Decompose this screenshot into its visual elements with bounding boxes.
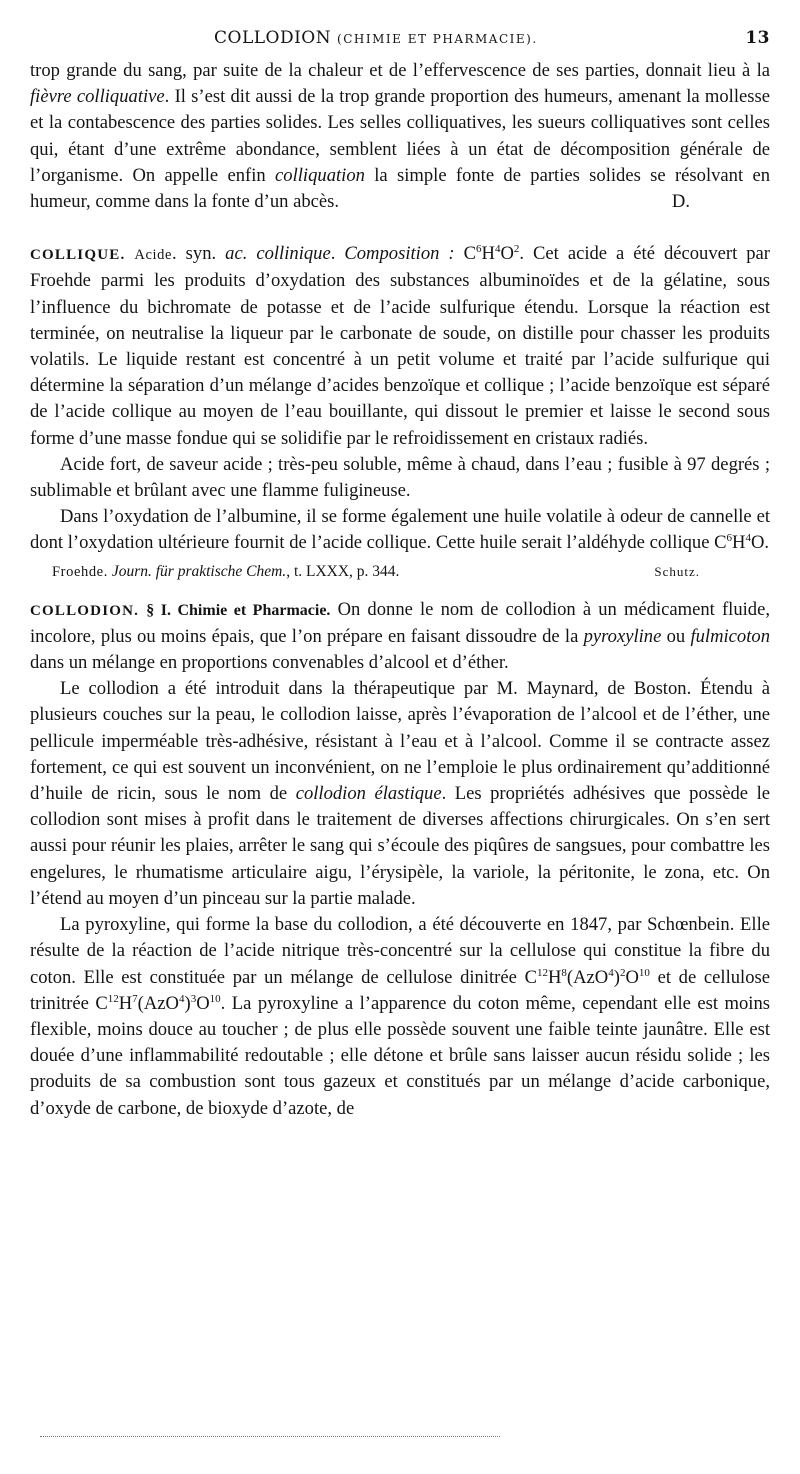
paragraph-colliquatif-end — [30, 58, 770, 215]
italic-term: ac. collinique — [225, 243, 331, 265]
formula-part: H — [732, 532, 746, 554]
formula-index: 6 — [476, 243, 482, 256]
formula-index: 10 — [209, 992, 221, 1005]
running-header — [30, 28, 770, 58]
text-run: On donne le nom de collodion à un médicament fluide, incolore, plus ou moins épais, que l’on prépare en faisant dissoudre de la — [30, 598, 770, 647]
footer-divider — [40, 1436, 500, 1439]
formula-part: ) — [613, 966, 620, 988]
italic-term: pyroxyline — [583, 625, 662, 647]
reference-volume: , t. LXXX, p. 344. — [286, 562, 400, 580]
body-text — [30, 58, 770, 1122]
formula-index: 4 — [494, 243, 501, 256]
formula-part: ) — [184, 992, 191, 1014]
text-run: . — [330, 243, 345, 265]
formula-part: C — [454, 243, 476, 265]
text-run: dans un mélange en proportions convenables d’alcool et d’éther. — [30, 652, 509, 674]
formula-part: (AzO — [566, 966, 609, 988]
entry-heading: COLLIQUE. — [30, 247, 126, 264]
formula-index: 7 — [132, 992, 138, 1005]
text-run: trop grande du sang, par suite de la chaleur et de l’effervescence de ses parties, donnait lieu à la — [30, 60, 770, 81]
text-run: Le collodion a été introduit dans la thérapeutique par M. Maynard, de Boston. Étendu à plusieurs couches sur la peau, le collodion laisse, après l’évaporation de l’alcool et de l’éther, une pellicule imperméable très-adhésive, résistant à l’eau et à l’alcool. Comme il se contracte assez fortement, ce qui est souvent un inconvénient, on ne l’emploie le plus ordinairement qu’additionné d’huile de ricin, sous le nom de — [30, 678, 770, 805]
formula-index: 4 — [745, 532, 751, 545]
bibliographic-reference — [30, 559, 770, 585]
author-signature: D. — [671, 191, 690, 213]
formula-index: 2 — [619, 966, 626, 979]
reference-text — [52, 559, 399, 585]
entry-heading: COLLODION. — [30, 602, 140, 619]
formula-index: 4 — [608, 966, 614, 979]
italic-term: collodion élastique — [295, 783, 442, 805]
text-run: . Les propriétés adhésives que possède le collodion sont mises à profit dans le traitement de diverses affections chirurgicales. On s’en sert aussi pour réunir les plaies, arrêter le sang qui s’écoule des piqûres de sangsues, pour combattre les engelures, le rhumatisme articulaire aigu, l’érysipèle, la variole, la péritonite, le zona, etc. On l’étend au moyen d’un pinceau sur la partie malade. — [30, 783, 770, 909]
paragraph-collique-properties: Acide fort, de saveur acide ; très-peu soluble, même à chaud, dans l’eau ; fusible à 97 degrés ; sublimable et brûlant avec une flamme fuligineuse. — [30, 453, 770, 502]
paragraph-pyroxyline — [30, 912, 770, 1122]
text-run: Dans l’oxydation de l’albumine, il se forme également une huile volatile à odeur de cannelle et dont l’oxydation ultérieure fournit de l’acide collique. Cette huile serait l’aldéhyde collique C — [30, 506, 770, 554]
formula-part: O — [500, 243, 514, 265]
header-title-sub: (CHIMIE ET PHARMACIE). — [337, 32, 538, 46]
text-run: . syn. — [172, 243, 226, 265]
formula-index: 4 — [178, 992, 185, 1005]
reference-journal: Journ. für praktische Chem. — [111, 562, 287, 580]
section-heading: § I. Chimie et Pharmacie. — [146, 601, 331, 619]
italic-term: fulmicoton — [690, 625, 770, 647]
formula-part: O — [196, 992, 210, 1014]
formula-index: 12 — [536, 966, 548, 979]
formula-part: H — [481, 243, 495, 265]
formula-part: H — [547, 966, 562, 988]
text-run: et de cellulose trinitrée C — [30, 966, 770, 1014]
formula-index: 3 — [190, 992, 197, 1005]
formula-index: 6 — [726, 532, 733, 545]
italic-term: fièvre colliquative — [30, 86, 165, 108]
formula-part: O. — [750, 532, 770, 554]
formula — [455, 243, 520, 264]
header-title-main: COLLODION — [214, 28, 332, 48]
header-title — [214, 28, 538, 48]
formula-part: H — [118, 992, 133, 1014]
text-run: La pyroxyline, qui forme la base du collodion, a été découverte en 1847, par Schœnbein. Elle résulte de la réaction de l’acide nitrique très-concentré sur la cellulose qui constitue la fibre du coton. Elle est constituée par un mélange de cellulose dinitrée C — [30, 914, 770, 988]
formula-part: O — [625, 966, 639, 988]
text-run: . Cet acide a été découvert par Froehde parmi les produits d’oxydation des substances albuminoïdes et de la gélatine, sous l’influence du bichromate de potasse et de l’acide sulfurique étendu. Lorsque la réaction est terminée, on neutralise la liqueur par le carbonate de soude, on distille pour chasser les produits volatils. Le liquide restant est concentré à un petit volume et traité par l’acide sulfurique qui détermine la séparation d’un mélange d’acides benzoïque et collique ; l’acide benzoïque est séparé de l’acide collique au moyen de l’eau bouillante, qui dissout le premier et laisse le second sous forme d’une masse fondue qui se solidifie par le refroidissement en cristaux radiés. — [30, 243, 770, 449]
page — [30, 28, 770, 1122]
formula-index: 12 — [107, 992, 119, 1005]
italic-term: colliquation — [275, 164, 365, 186]
text-run: ou — [661, 625, 691, 647]
author-signature: Schutz. — [654, 563, 700, 579]
paragraph-collodion-therapeutique — [30, 676, 770, 912]
page-number: 13 — [745, 28, 770, 48]
formula-index: 2 — [513, 243, 520, 256]
entry-collodion — [30, 597, 770, 677]
formula-index: 8 — [561, 966, 567, 979]
entry-collique — [30, 241, 770, 452]
text-run: . La pyroxyline a l’apparence du coton même, cependant elle est moins flexible, moins douce au toucher ; de plus elle possède souvent une faible teinte jaunâtre. Elle est douée d’une inflammabilité redoutable ; elle détone et brûle sans laisser aucun résidu solide ; les produits de sa combustion sont tous gazeux et constitués par un mélange d’acide carbonique, d’oxyde de carbone, de bioxyde d’azote, de — [30, 992, 770, 1119]
text-run: . Il s’est dit aussi de la trop grande proportion des humeurs, amenant la mollesse et la contabescence des parties solides. Les selles colliquatives, les sueurs colliquatives sont celles qui, étant d’une extrême abondance, semblent liées à un état de décomposition générale de l’organisme. On appelle enfin — [30, 86, 770, 186]
formula-part: (AzO — [137, 992, 179, 1014]
italic-term: Composition : — [344, 243, 455, 265]
reference-author: Froehde. — [52, 563, 108, 580]
formula-index: 10 — [638, 966, 650, 979]
paragraph-collique-oxydation — [30, 504, 770, 556]
text-run: la simple fonte de parties solides se résolvant en humeur, comme dans la fonte d’un abcès. — [30, 164, 770, 213]
entry-type: Acide — [134, 247, 173, 264]
